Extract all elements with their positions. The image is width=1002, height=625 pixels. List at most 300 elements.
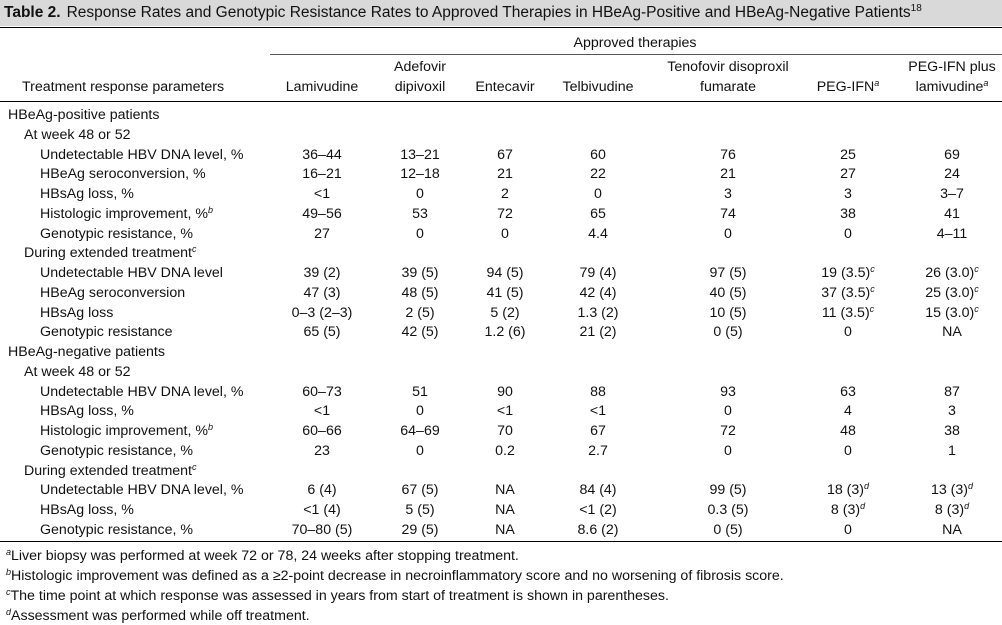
table-cell <box>822 304 874 322</box>
table-cell <box>495 521 515 539</box>
cell-value: 74 <box>720 205 736 222</box>
table-cell <box>405 304 434 322</box>
table-cell <box>588 225 608 243</box>
row-label-text: During extended treatment <box>24 462 192 479</box>
table-cell <box>501 185 509 203</box>
table-cell <box>416 225 424 243</box>
table-cell <box>925 304 978 322</box>
cell-value: 25 <box>840 146 856 163</box>
table-cell <box>401 323 438 341</box>
table-cell <box>844 323 852 341</box>
column-header <box>563 78 634 96</box>
cell-value: 0–3 (2–3) <box>291 304 353 321</box>
cell-value: 6 (4) <box>307 482 337 499</box>
footnote-mark: c <box>974 264 979 274</box>
header-rule <box>0 101 1002 102</box>
table-cell <box>400 146 439 164</box>
cell-value: 5 (2) <box>490 304 520 321</box>
cell-value: 21 (2) <box>579 324 617 341</box>
table-cell <box>303 284 340 302</box>
table-cell <box>307 481 336 499</box>
table-cell <box>577 521 618 539</box>
table-cell <box>840 422 856 440</box>
table-cell <box>400 422 439 440</box>
footnote-mark: c <box>974 283 979 294</box>
row-label-text: HBeAg-positive patients <box>8 107 160 123</box>
table-cell <box>720 146 736 164</box>
table-cell <box>579 501 616 519</box>
cell-value: 25 (3.0) <box>925 284 975 301</box>
row-label-text: During extended treatment <box>24 245 192 262</box>
cell-value: 87 <box>944 383 960 400</box>
row-label-text: Histologic improvement, % <box>40 205 208 222</box>
cell-value: 23 <box>314 442 330 459</box>
table-cell <box>944 205 960 223</box>
footnote-text: The time point at which response was assessed in years from start of treatment is shown in parentheses. <box>10 588 669 604</box>
group-rule <box>270 54 1002 55</box>
cell-value: 27 <box>314 225 330 242</box>
cell-value: <1 (2) <box>579 502 617 518</box>
cell-value: 48 <box>840 423 856 439</box>
cell-value: 27 <box>840 166 856 183</box>
table-title-text: Response Rates and Genotypic Resistance Rates to Approved Therapies in HBeAg-Positive and HBeAg-Negative Patients <box>66 4 911 21</box>
table-cell <box>590 383 606 401</box>
table-cell <box>579 323 616 341</box>
cell-value: 93 <box>720 383 736 400</box>
table-cell <box>831 501 865 519</box>
cell-value: 0 <box>416 186 424 202</box>
table-cell <box>944 165 960 183</box>
column-header <box>395 78 445 96</box>
table-cell <box>827 481 869 499</box>
table-cell <box>401 481 438 499</box>
table-cell <box>579 284 616 302</box>
cell-value: 13 (3) <box>930 482 969 499</box>
cell-value: 10 (5) <box>709 304 747 321</box>
cell-value: <1 <box>496 403 514 420</box>
cell-value: 94 (5) <box>486 265 524 281</box>
cell-value: 5 (5) <box>405 502 435 518</box>
table-cell <box>944 422 960 440</box>
table-cell <box>497 402 513 420</box>
table-cell <box>844 225 852 243</box>
footnote-mark: c <box>6 587 11 597</box>
cell-value: 0 <box>724 403 732 420</box>
column-header-text: fumarate <box>700 79 756 95</box>
table-cell <box>720 205 736 223</box>
cell-value: 29 (5) <box>401 521 439 538</box>
table-cell <box>303 264 340 282</box>
cell-value: 8.6 (2) <box>577 521 619 538</box>
cell-value: 0 <box>724 225 732 242</box>
table-cell <box>840 205 856 223</box>
cell-value: 65 <box>590 205 606 222</box>
cell-value: 0.3 (5) <box>707 502 749 518</box>
table-cell <box>590 205 606 223</box>
footnote-mark: c <box>974 303 979 314</box>
cell-value: 67 <box>590 423 606 439</box>
column-header-text: Telbivudine <box>562 79 634 95</box>
footnote-mark: d <box>864 481 870 492</box>
table-cell <box>303 501 340 519</box>
table-cell <box>497 165 513 183</box>
table-cell <box>401 284 438 302</box>
cell-value: 67 <box>497 146 513 163</box>
cell-value: 1.2 (6) <box>484 324 526 341</box>
footnote-mark: b <box>6 567 12 577</box>
table-cell <box>303 323 340 341</box>
column-header <box>286 78 359 96</box>
cell-value: NA <box>495 521 515 538</box>
cell-value: 0 <box>844 225 852 242</box>
cell-value: 1 <box>948 442 956 459</box>
row-label-text: Genotypic resistance <box>40 324 173 341</box>
cell-value: 21 <box>720 166 736 183</box>
table-cell <box>405 501 434 519</box>
footnote <box>6 587 669 605</box>
column-header-line1: Tenofovir disoproxil <box>667 59 789 75</box>
cell-value: 42 (4) <box>579 284 617 301</box>
cell-value: 26 (3.0) <box>925 265 975 281</box>
column-header <box>916 78 989 96</box>
cell-value: 0 <box>844 324 852 341</box>
cell-value: 38 <box>840 205 856 222</box>
row-label-text: Undetectable HBV DNA level <box>40 265 223 281</box>
footnote-mark: a <box>6 547 12 557</box>
row-label-text: Genotypic resistance, % <box>40 442 193 459</box>
table-cell <box>709 304 746 322</box>
cell-value: 48 (5) <box>401 284 439 301</box>
table-cell <box>925 264 978 282</box>
cell-value: 51 <box>412 383 428 400</box>
cell-value: NA <box>495 502 515 518</box>
cell-value: NA <box>942 324 962 341</box>
row-label-text: HBsAg loss, % <box>40 186 134 202</box>
column-header-text: Entecavir <box>475 79 535 95</box>
row-label-text: HBeAg-negative patients <box>8 344 165 360</box>
table-cell <box>302 383 341 401</box>
cell-value: 41 (5) <box>486 284 524 301</box>
cell-value: 0 (5) <box>713 521 743 538</box>
table-cell <box>720 383 736 401</box>
table-cell <box>590 146 606 164</box>
cell-value: 63 <box>840 383 856 400</box>
cell-value: 70 <box>497 423 513 439</box>
table-cell <box>940 185 964 203</box>
cell-value: 13–21 <box>400 146 440 163</box>
footnote <box>6 607 310 625</box>
column-header-line1: Adefovir <box>393 59 447 75</box>
cell-value: 18 (3) <box>826 482 865 499</box>
table-cell <box>709 481 746 499</box>
table-cell <box>292 304 353 322</box>
table-cell <box>579 264 616 282</box>
footnote <box>6 567 784 585</box>
cell-value: 1.3 (2) <box>577 304 619 321</box>
table-cell <box>495 481 515 499</box>
column-header <box>700 78 756 96</box>
cell-value: 4.4 <box>588 225 608 242</box>
cell-value: 41 <box>944 205 960 222</box>
cell-value: 60 <box>590 146 606 163</box>
table-cell <box>486 264 523 282</box>
cell-value: 65 (5) <box>303 324 341 341</box>
cell-value: 4–11 <box>936 225 968 242</box>
row-label <box>40 165 206 183</box>
table-cell <box>713 323 742 341</box>
cell-value: 97 (5) <box>709 265 747 281</box>
table-cell <box>484 323 525 341</box>
cell-value: 12–18 <box>400 166 440 183</box>
cell-value: 3–7 <box>940 186 964 202</box>
row-label <box>40 225 193 243</box>
subsection-heading <box>24 462 197 480</box>
cell-value: 42 (5) <box>401 324 439 341</box>
row-label-text: HBsAg loss, % <box>40 403 134 420</box>
footnote-mark: d <box>6 607 12 617</box>
footnote-mark: c <box>192 244 197 255</box>
cell-value: 0 <box>844 442 852 459</box>
cell-value: 0.2 <box>495 442 515 459</box>
cell-value: 21 <box>497 166 513 183</box>
row-label-text: At week 48 or 52 <box>24 363 131 380</box>
table-cell <box>709 264 746 282</box>
table-cell <box>314 185 330 203</box>
table-cell <box>314 442 330 460</box>
cell-value: 47 (3) <box>303 284 341 301</box>
footnote-text: Assessment was performed while off treatment. <box>11 608 310 624</box>
column-header-text: PEG-IFN <box>816 79 875 95</box>
cell-value: 79 (4) <box>579 265 617 281</box>
cell-value: 2.7 <box>588 442 608 459</box>
approved-therapies-heading: Approved therapies <box>573 35 697 51</box>
cell-value: <1 <box>589 403 607 420</box>
table-label: Table 2. <box>4 4 61 21</box>
row-label <box>40 501 134 519</box>
top-rule <box>0 27 1002 28</box>
table-cell <box>588 442 608 460</box>
row-label-text: HBsAg loss, % <box>40 502 134 518</box>
subsection-heading <box>24 363 130 381</box>
footnote-mark: b <box>207 422 213 432</box>
table-cell <box>844 442 852 460</box>
footnote-mark: a <box>874 78 880 88</box>
cell-value: 0 <box>416 403 424 420</box>
table-cell <box>416 402 424 420</box>
row-label <box>40 422 213 440</box>
cell-value: 53 <box>412 205 428 222</box>
table-cell <box>497 383 513 401</box>
footnote-mark: d <box>860 501 866 511</box>
table-cell <box>292 521 353 539</box>
title-reference: 18 <box>910 3 922 14</box>
cell-value: 0 <box>724 442 732 459</box>
footnote-mark: c <box>192 461 197 472</box>
section-heading <box>8 343 165 361</box>
row-label <box>40 185 134 203</box>
cell-value: 2 <box>501 186 509 202</box>
row-label-text: HBeAg seroconversion, % <box>40 166 206 183</box>
table-cell <box>302 165 341 183</box>
cell-value: 88 <box>590 383 606 400</box>
table-cell <box>713 521 742 539</box>
table-cell <box>821 264 874 282</box>
table-cell <box>937 225 968 243</box>
table-cell <box>495 501 515 519</box>
row-label <box>40 481 243 499</box>
table-cell <box>840 146 856 164</box>
table-cell <box>314 402 330 420</box>
cell-value: 0 <box>844 521 852 538</box>
cell-value: 72 <box>497 205 513 222</box>
table-cell <box>944 146 960 164</box>
cell-value: 22 <box>590 166 606 183</box>
table-cell <box>942 323 962 341</box>
row-label <box>40 205 213 223</box>
row-label-text: At week 48 or 52 <box>24 126 131 143</box>
table-cell <box>401 521 438 539</box>
table-cell <box>497 205 513 223</box>
table-cell <box>944 383 960 401</box>
cell-value: 39 (2) <box>303 265 341 281</box>
cell-value: 99 (5) <box>709 482 747 499</box>
cell-value: NA <box>942 521 962 538</box>
cell-value: 3 <box>844 186 852 202</box>
row-label-text: Genotypic resistance, % <box>40 225 193 242</box>
table-cell <box>925 284 978 302</box>
table-cell <box>590 422 606 440</box>
cell-value: 60–66 <box>302 423 342 439</box>
cell-value: <1 (4) <box>303 502 341 518</box>
section-heading <box>8 106 159 124</box>
cell-value: 0 (5) <box>713 324 743 341</box>
footnote-mark: d <box>964 501 970 511</box>
cell-value: 3 <box>948 403 956 420</box>
table-cell <box>844 521 852 539</box>
footnote <box>6 547 519 565</box>
table-cell <box>497 422 513 440</box>
table-cell <box>590 165 606 183</box>
table-cell <box>412 205 428 223</box>
row-label-text: HBsAg loss <box>40 304 114 321</box>
table-cell <box>590 402 606 420</box>
table-cell <box>720 422 736 440</box>
table-cell <box>840 165 856 183</box>
table-cell <box>948 442 956 460</box>
row-label <box>40 442 193 460</box>
cell-value: 8 (3) <box>830 502 861 518</box>
cell-value: 24 <box>944 166 960 183</box>
subsection-heading <box>24 244 197 262</box>
column-header-line1: PEG-IFN plus <box>908 59 996 75</box>
table-cell <box>497 146 513 164</box>
cell-value: 4 <box>844 403 852 420</box>
cell-value: 72 <box>720 423 736 439</box>
cell-value: 3 <box>724 186 732 202</box>
footnote-mark: b <box>207 204 213 215</box>
cell-value: 11 (3.5) <box>821 304 870 321</box>
row-label <box>40 402 134 420</box>
cell-value: 90 <box>497 383 513 400</box>
cell-value: 60–73 <box>302 383 342 400</box>
cell-value: 39 (5) <box>401 265 439 281</box>
cell-value: 15 (3.0) <box>925 304 975 321</box>
table-cell <box>935 501 969 519</box>
cell-value: 76 <box>720 146 736 163</box>
cell-value: 40 (5) <box>709 284 747 301</box>
table-cell <box>416 185 424 203</box>
table-cell <box>840 383 856 401</box>
cell-value: 0 <box>416 225 424 242</box>
param-column-header: Treatment response parameters <box>22 79 225 95</box>
table-cell <box>579 481 616 499</box>
bottom-rule <box>0 541 1002 542</box>
column-header-text: dipivoxil <box>394 79 446 95</box>
cell-value: 0 <box>501 225 509 242</box>
table-cell <box>844 402 852 420</box>
row-label-text: Undetectable HBV DNA level, % <box>40 482 244 499</box>
table-cell <box>495 442 515 460</box>
table-cell <box>314 225 330 243</box>
cell-value: 19 (3.5) <box>821 265 871 281</box>
table-cell <box>486 284 523 302</box>
footnote-mark: d <box>968 481 974 492</box>
row-label <box>40 521 193 539</box>
cell-value: 0 <box>416 442 424 459</box>
row-label <box>40 284 185 302</box>
table-cell <box>724 442 732 460</box>
footnote-text: Histologic improvement was defined as a ≥2-point decrease in necroinflammatory score and no worsening of fibrosis score. <box>11 568 784 584</box>
table-cell <box>501 225 509 243</box>
table-cell <box>302 422 341 440</box>
cell-value: 36–44 <box>302 146 342 163</box>
footnote-mark: a <box>983 78 989 88</box>
footnote-mark: c <box>870 283 875 294</box>
column-header-text: lamivudine <box>915 79 984 95</box>
cell-value: 70–80 (5) <box>291 521 353 538</box>
cell-value: 38 <box>944 423 960 439</box>
table-cell <box>577 304 618 322</box>
row-label <box>40 146 243 164</box>
cell-value: NA <box>495 482 515 499</box>
cell-value: 16–21 <box>302 166 342 183</box>
cell-value: 64–69 <box>400 423 440 439</box>
table-cell <box>720 165 736 183</box>
row-label <box>40 383 243 401</box>
table-cell <box>724 225 732 243</box>
table-cell <box>302 146 341 164</box>
row-label-text: Undetectable HBV DNA level, % <box>40 146 244 163</box>
row-label-text: Histologic improvement, % <box>40 423 208 439</box>
footnote-mark: c <box>869 303 875 314</box>
table-title <box>0 0 1002 26</box>
table-cell <box>302 205 341 223</box>
table-cell <box>709 284 746 302</box>
subsection-heading <box>24 126 130 144</box>
cell-value: <1 <box>313 186 331 202</box>
column-header-text: Lamivudine <box>285 79 359 95</box>
cell-value: 2 (5) <box>405 304 435 321</box>
row-label <box>40 323 172 341</box>
cell-value: 67 (5) <box>401 482 439 499</box>
cell-value: 49–56 <box>302 205 342 222</box>
table-cell <box>401 264 438 282</box>
table-cell <box>416 442 424 460</box>
cell-value: 0 <box>594 186 602 202</box>
cell-value: 69 <box>944 146 960 163</box>
footnote-text: Liver biopsy was performed at week 72 or 78, 24 weeks after stopping treatment. <box>11 548 519 564</box>
table-cell <box>844 185 852 203</box>
